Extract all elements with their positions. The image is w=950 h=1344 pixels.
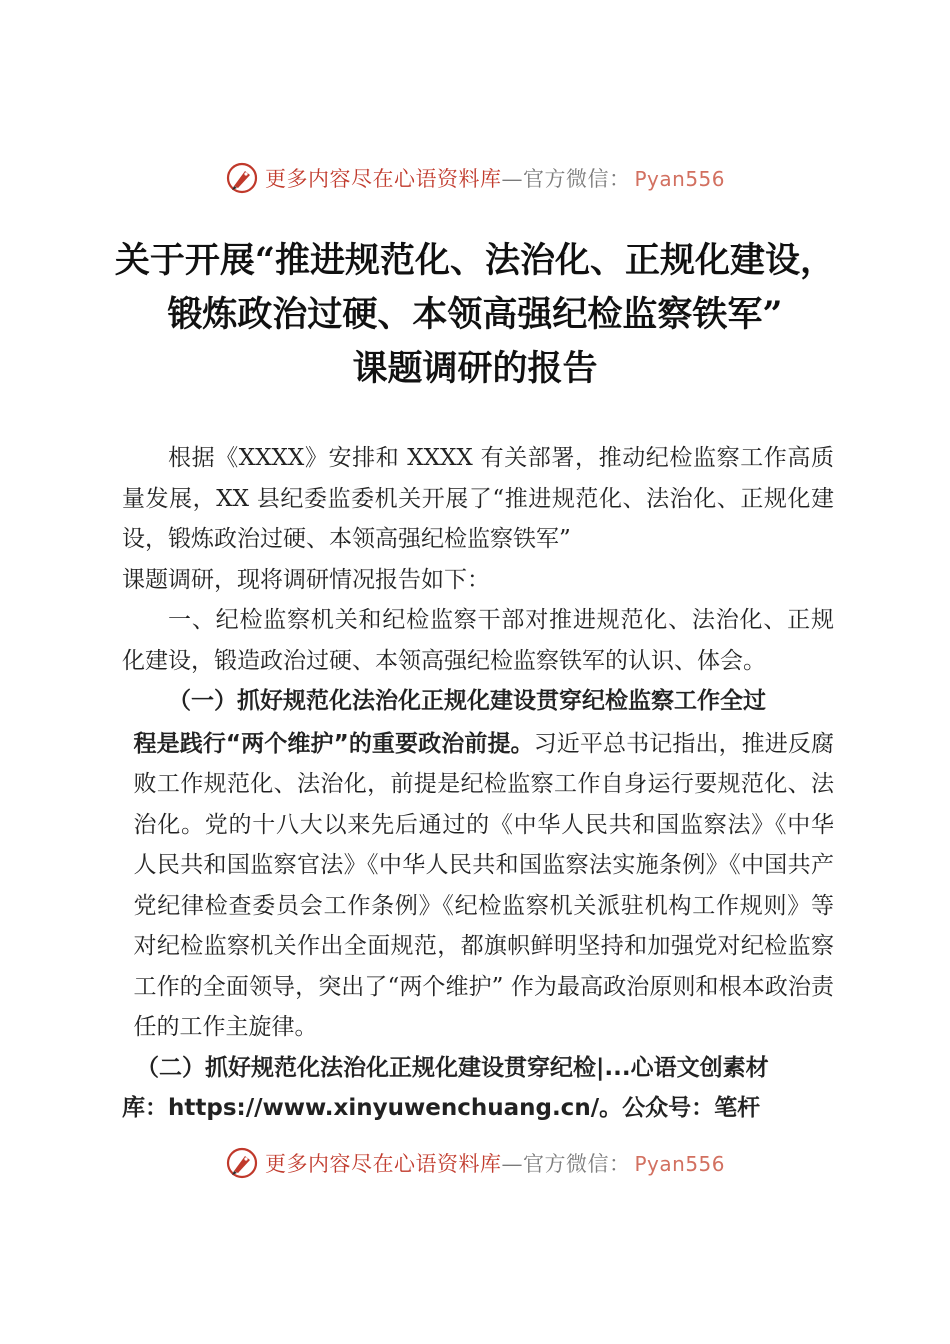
document-body	[122, 438, 834, 1128]
banner-main-text: 更多内容尽在心语资料库	[264, 167, 502, 191]
banner-dash: —	[501, 1152, 523, 1176]
subsection-one-text: 习近平总书记指出，推进反腐败工作规范化、法治化，前提是纪检监察工作自身运行要规范化、法治化。党的十八大以来先后通过的《中华人民共和国监察法》《中华人民共和国监察官法》《中华人民共和国监察法实施条例》《中国共产党纪律检查委员会工作条例》《纪检监察机关派驻机构工作规则》等对纪检监察机关作出全面规范，都旗帜鲜明坚持和加强党对纪检监察工作的全面领导，突出了“两个维护” 作为最高政治原则和根本政治责任的工作主旋律。	[133, 730, 835, 1040]
banner-main-text: 更多内容尽在心语资料库	[264, 1152, 502, 1176]
paragraph-subsection-one-body	[122, 724, 834, 1048]
subsection-two-line2: 库：https://www.xinyuwenchuang.cn/。公众号：笔杆	[122, 1094, 761, 1121]
banner-dash: —	[501, 167, 523, 191]
subsection-one-heading-line2: 程是践行“两个维护”的重要政治前提。	[133, 730, 534, 757]
paragraph-subsection-one	[122, 681, 834, 722]
paragraph-intro: 根据《XXXX》安排和 XXXX 有关部署，推动纪检监察工作高质量发展，XX 县纪委监委机关开展了“推进规范化、法治化、正规化建设，锻炼政治过硬、本领高强纪检监察铁军”	[122, 445, 834, 552]
subsection-two-line1: （二）抓好规范化法治化正规化建设贯穿纪检|...心语文创素材	[136, 1054, 769, 1081]
banner-official-text: 官方微信：	[522, 1152, 631, 1176]
banner-text	[265, 1148, 725, 1178]
title-line-1: 关于开展“推进规范化、法治化、正规化建设，	[114, 240, 836, 281]
banner-text	[265, 163, 725, 193]
pen-nib-logo-icon	[225, 1146, 259, 1180]
subsection-one-heading-line1: （一）抓好规范化法治化正规化建设贯穿纪检监察工作全过	[168, 688, 766, 714]
paragraph-section-one: 一、纪检监察机关和纪检监察干部对推进规范化、法治化、正规化建设，锻造政治过硬、本领高强纪检监察铁军的认识、体会。	[122, 607, 834, 674]
banner-official-text: 官方微信：	[522, 167, 631, 191]
banner-wechat-id: Pyan556	[634, 167, 725, 191]
document-title	[90, 234, 860, 396]
pen-nib-logo-icon	[225, 161, 259, 195]
banner-wechat-id: Pyan556	[634, 1152, 725, 1176]
header-banner	[0, 158, 950, 198]
title-line-3: 课题调研的报告	[352, 348, 598, 389]
footer-banner	[0, 1143, 950, 1183]
title-line-2: 锻炼政治过硬、本领高强纪检监察铁军”	[167, 294, 783, 335]
paragraph-intro-tail: 课题调研，现将调研情况报告如下：	[122, 566, 490, 593]
